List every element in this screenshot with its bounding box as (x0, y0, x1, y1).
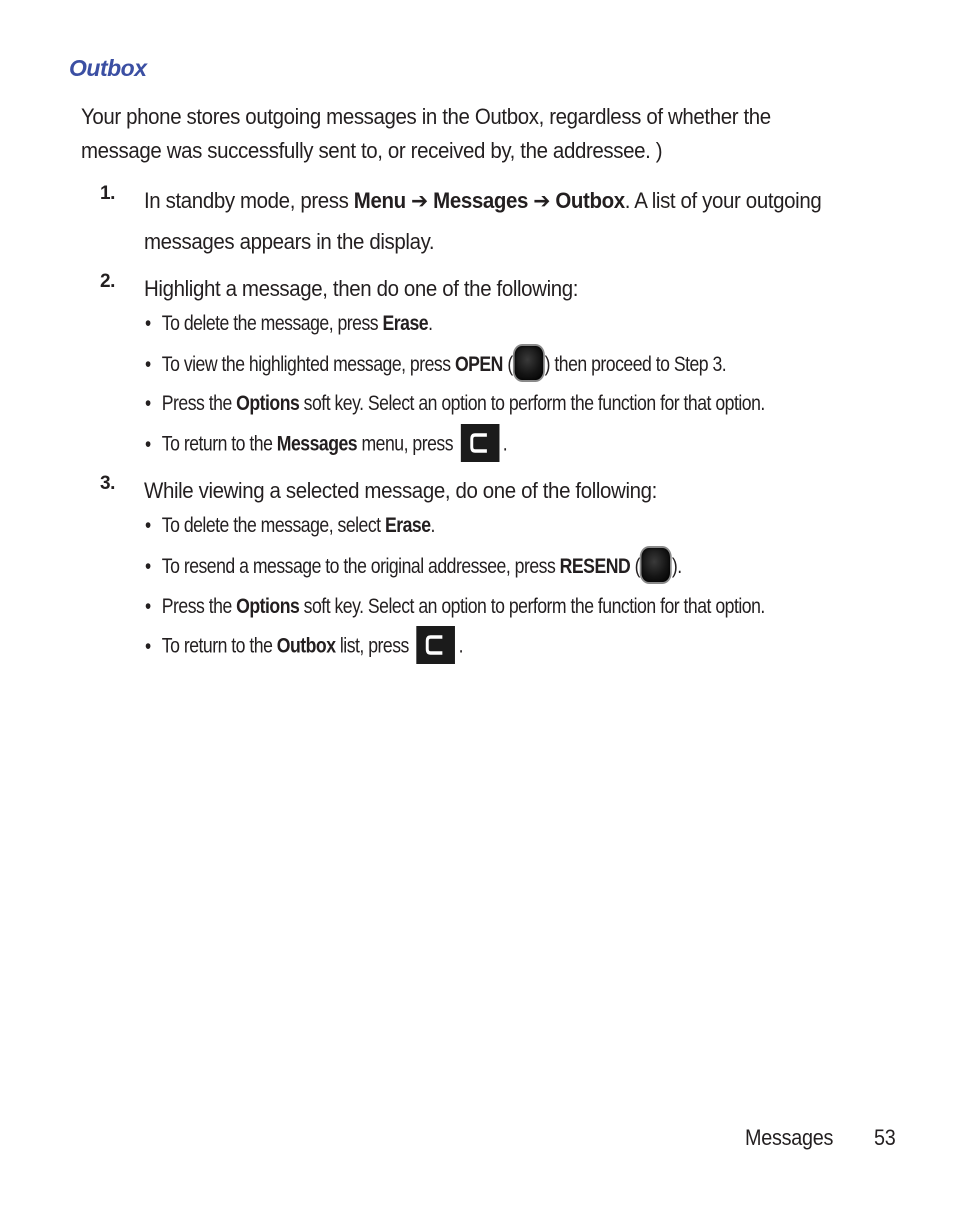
bullet-item: • To return to the Messages menu, press . (145, 426, 507, 462)
bullet-item: • To view the highlighted message, press OPEN ( ) then proceed to Step 3. (145, 347, 726, 383)
section-heading: Outbox (69, 55, 147, 81)
step-number: 3. (100, 473, 116, 494)
clear-back-key-icon (461, 424, 500, 462)
footer-page-number: 53 (874, 1125, 896, 1150)
step-text: In standby mode, press Menu ➔ Messages ➔ Outbox. A list of your outgoing messages appears in the display. (144, 188, 822, 254)
bullet-dot: • (145, 595, 151, 618)
arrow: ➔ (405, 188, 434, 213)
bullet-dot: • (145, 555, 151, 578)
outbox-label: Outbox (555, 188, 625, 213)
bullet-dot: • (145, 353, 151, 376)
bullet-item: • To delete the message, select Erase. (145, 508, 435, 544)
bullet-dot: • (145, 432, 151, 456)
bullet-item: • To resend a message to the original addressee, press RESEND ( ). (145, 549, 682, 585)
menu-label: Menu (353, 188, 406, 213)
ok-key-icon (514, 346, 543, 380)
bullet-dot: • (145, 634, 151, 658)
step-text: While viewing a selected message, do one of the following: (144, 478, 657, 503)
bullet-dot: • (145, 312, 151, 335)
bullet-dot: • (145, 514, 151, 537)
intro-paragraph: Your phone stores outgoing messages in the Outbox, regardless of whether the message was successfully sent to, or received by, the addressee. ) (81, 104, 771, 163)
footer-section-name: Messages (745, 1125, 834, 1150)
bullet-item: • Press the Options soft key. Select an option to perform the function for that option. (145, 589, 765, 625)
clear-back-key-icon (417, 626, 456, 664)
step-number: 1. (100, 183, 116, 204)
bullet-item: • Press the Options soft key. Select an option to perform the function for that option. (145, 386, 765, 422)
step-number: 2. (100, 271, 116, 292)
bullet-item: • To return to the Outbox list, press . (145, 628, 463, 664)
ok-key-icon (642, 548, 671, 582)
bullet-item: • To delete the message, press Erase. (145, 306, 432, 342)
messages-label: Messages (433, 188, 528, 213)
step-text: Highlight a message, then do one of the following: (144, 276, 579, 301)
bullet-dot: • (145, 392, 151, 415)
arrow: ➔ (527, 188, 556, 213)
